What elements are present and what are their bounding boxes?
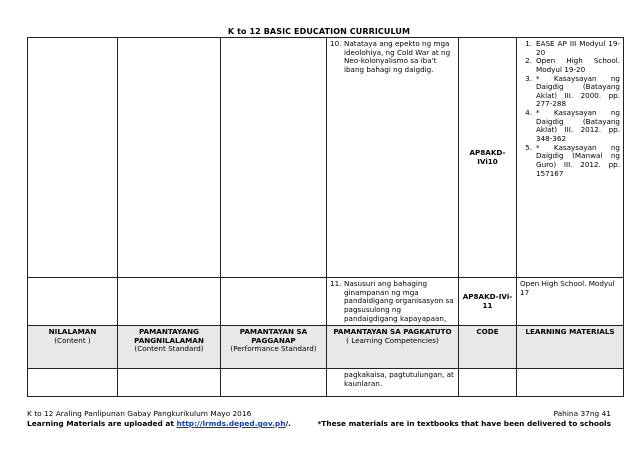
footer-upload-note: Learning Materials are uploaded at http://lrmds.deped.gov.ph/. xyxy=(27,419,291,428)
competency-first-line: Natataya ang epekto ng mga xyxy=(344,39,450,48)
content-standard-cell xyxy=(118,38,221,278)
competency-cell xyxy=(327,369,459,397)
list-item: 1. EASE AP III Modyul 19-20 xyxy=(525,39,620,57)
footer-textbook-note: *These materials are in textbooks that have been delivered to schools xyxy=(317,419,611,428)
table-row xyxy=(28,278,624,326)
code-cell: AP8AKD-IVi10 xyxy=(459,38,517,278)
header-performance-standard: PAMANTAYAN SA PAGGANAP (Performance Standard) xyxy=(221,326,327,369)
header-content-standard: PAMANTAYANG PANGNILALAMAN (Content Standard) xyxy=(118,326,221,369)
curriculum-table xyxy=(27,37,624,397)
material-text: Open High School. Modyul 19-20 xyxy=(536,56,620,74)
material-text: * Kasaysayan ng Daigdig (Batayang Aklat) III. 2000. pp. 277-288 xyxy=(536,73,620,109)
table-header-row xyxy=(28,326,624,369)
competency-number: 10. xyxy=(330,39,342,48)
code-cell: AP8AKD-IVi-11 xyxy=(459,278,517,326)
content-cell xyxy=(28,38,118,278)
header-content: NILALAMAN (Content ) xyxy=(28,326,118,369)
table-row xyxy=(28,38,624,278)
competency-cell xyxy=(327,38,459,278)
competency-cell xyxy=(327,278,459,326)
materials-cell: Open High School. Modyul 17 xyxy=(517,278,624,326)
content-cell xyxy=(28,369,118,397)
materials-cell xyxy=(517,38,624,278)
code-cell xyxy=(459,369,517,397)
list-item: 5. * Kasaysayan ng Daigdig (Manwal ng Guro) III. 2012. pp. 157167 xyxy=(525,142,620,178)
header-code: CODE xyxy=(459,326,517,369)
footer-page-number: Pahina 37ng 41 xyxy=(553,409,611,418)
competency-text: ginampanan ng mga pandaidigang organisasyon sa pagsusulong ng pandaigdigang kapayapaan, xyxy=(344,287,454,323)
performance-standard-cell xyxy=(221,38,327,278)
table-row xyxy=(28,369,624,397)
header-learning-competencies: PAMANTAYAN SA PAGKATUTO ( Learning Competencies) xyxy=(327,326,459,369)
page-title: K to 12 BASIC EDUCATION CURRICULUM xyxy=(227,27,411,36)
performance-standard-cell xyxy=(221,369,327,397)
list-item: 3. * Kasaysayan ng Daigdig (Batayang Aklat) III. 2000. pp. 277-288 xyxy=(525,73,620,109)
material-text: EASE AP III Modyul 19-20 xyxy=(536,39,620,57)
materials-cell xyxy=(517,369,624,397)
lrmds-link[interactable]: http://lrmds.deped.gov.ph xyxy=(176,419,286,428)
footer-document-name: K to 12 Araling Panlipunan Gabay Pangkurikulum Mayo 2016 xyxy=(27,409,252,418)
content-standard-cell xyxy=(118,278,221,326)
list-item: 4. * Kasaysayan ng Daigdig (Batayang Aklat) III. 2012. pp. 348-362 xyxy=(525,108,620,144)
content-standard-cell xyxy=(118,369,221,397)
competency-number: 11. xyxy=(330,279,342,288)
content-cell xyxy=(28,278,118,326)
competency-text: ideolohiya, ng Cold War at ng Neo-kolonyalismo sa iba't ibang bahagi ng daigdig. xyxy=(344,47,451,74)
material-text: * Kasaysayan ng Daigdig (Batayang Aklat) III. 2012. pp. 348-362 xyxy=(536,108,620,144)
material-text: * Kasaysayan ng Daigdig (Manwal ng Guro) III. 2012. pp. 157167 xyxy=(536,142,620,178)
performance-standard-cell xyxy=(221,278,327,326)
list-item: 2. Open High School. Modyul 19-20 xyxy=(525,56,620,74)
header-learning-materials: LEARNING MATERIALS xyxy=(517,326,624,369)
competency-continuation: pagkakaisa, pagtutulungan, at kaunlaran. xyxy=(344,370,454,388)
competency-first-line: Nasusuri ang bahaging xyxy=(344,279,428,288)
